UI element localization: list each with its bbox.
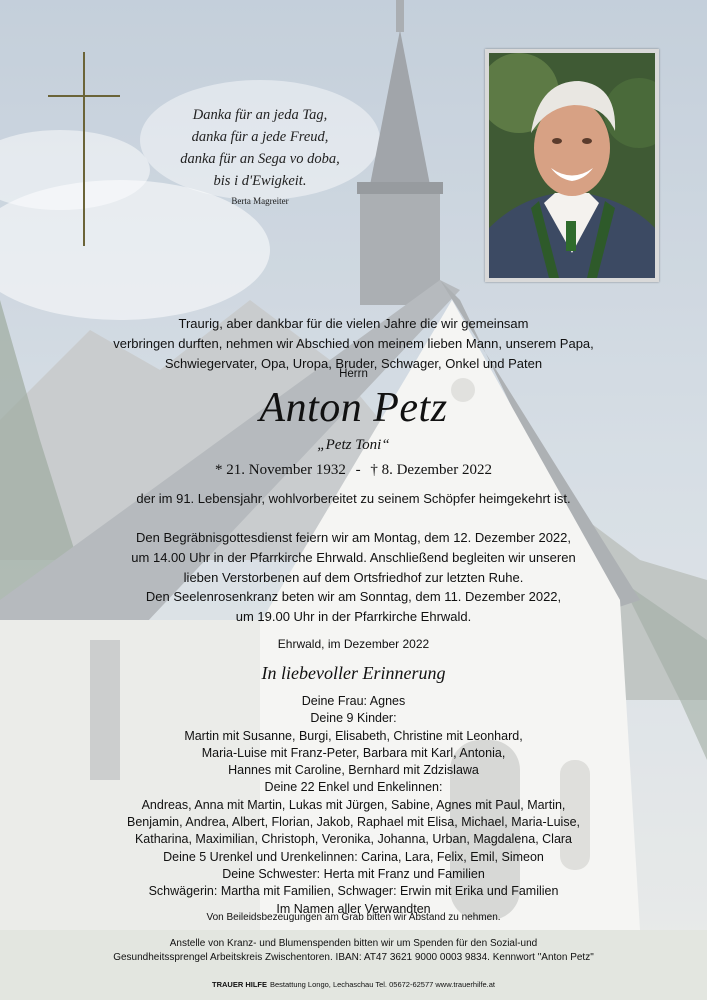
poem-line: Danka für an jeda Tag,: [192, 107, 328, 123]
family-line: Deine 5 Urenkel und Urenkelinnen: Carina, Lara, Felix, Emil, Simeon: [163, 849, 544, 864]
rosary-line: Den Seelenrosenkranz beten wir am Sonntag, dem 11. Dezember 2022,: [145, 589, 562, 604]
funeral-line: Den Begräbnisgottesdienst feiern wir am Montag, dem 12. Dezember 2022,: [135, 530, 571, 545]
donation-line: Anstelle von Kranz- und Blumenspenden bitten wir um Spenden für den Sozial-und: [169, 938, 538, 949]
rosary-details: [0, 587, 707, 627]
family-line: Martin mit Susanne, Burgi, Elisabeth, Christine mit Leonhard,: [184, 728, 523, 743]
family-list: [0, 693, 707, 918]
date-separator: -: [355, 462, 361, 478]
intro-line: Traurig, aber dankbar für die vielen Jahre die wir gemeinsam: [178, 316, 529, 331]
footer-brand: TRAUER HILFE: [211, 980, 267, 989]
family-line: Deine Frau: Agnes: [301, 694, 406, 708]
donation-line: Gesundheitssprengel Arbeitskreis Zwischentoren. IBAN: AT47 3621 9000 0003 9834. Kennwort "Anton Petz": [113, 952, 594, 963]
family-line: Schwägerin: Martha mit Familien, Schwager: Erwin mit Erika und Familien: [148, 884, 559, 899]
poem-line: danka für a jede Freud,: [191, 129, 329, 145]
deceased-nickname: „Petz Toni“: [317, 437, 390, 453]
condolence-notice: Von Beileidsbezeugungen am Grab bitten wir Abstand zu nehmen.: [206, 912, 501, 923]
portrait-photo: [485, 49, 659, 282]
family-line: Andreas, Anna mit Martin, Lukas mit Jürgen, Sabine, Agnes mit Paul, Martin,: [141, 797, 566, 812]
footer-text: Bestattung Longo, Lechaschau Tel. 05672-62577 www.trauerhilfe.at: [269, 980, 496, 989]
cross-symbol: [48, 52, 120, 246]
donation-notice: [0, 937, 707, 965]
life-dates: [0, 462, 707, 479]
family-line: Katharina, Maximilian, Christoph, Veronika, Johanna, Urban, Magdalena, Clara: [134, 832, 573, 847]
family-line: Deine 9 Kinder:: [310, 711, 397, 726]
intro-line: Schwiegervater, Opa, Uropa, Bruder, Schwager, Onkel und Paten: [164, 356, 543, 371]
honorific: Herrn: [339, 368, 368, 380]
funeral-details: [0, 528, 707, 588]
family-line: Benjamin, Andrea, Albert, Florian, Jakob, Raphael mit Elisa, Michael, Maria-Luise,: [127, 815, 580, 830]
footer-credit: [0, 980, 707, 989]
death-date: † 8. Dezember 2022: [370, 462, 492, 478]
birth-date: * 21. November 1932: [215, 462, 346, 478]
funeral-line: lieben Verstorbenen auf dem Ortsfriedhof zur letzten Ruhe.: [183, 570, 524, 585]
funeral-line: um 14.00 Uhr in der Pfarrkirche Ehrwald. Anschließend begleiten wir unseren: [131, 550, 576, 565]
family-line: Deine Schwester: Herta mit Franz und Familien: [222, 866, 485, 881]
memory-heading: In liebevoller Erinnerung: [261, 663, 446, 683]
poem: [160, 104, 360, 208]
family-line: Hannes mit Caroline, Bernhard mit Zdzislawa: [228, 763, 479, 778]
deceased-name: Anton Petz: [259, 385, 448, 431]
intro-text: [0, 314, 707, 374]
place-date: Ehrwald, im Dezember 2022: [277, 637, 430, 651]
rosary-line: um 19.00 Uhr in der Pfarrkirche Ehrwald.: [235, 609, 472, 624]
family-line: Maria-Luise mit Franz-Peter, Barbara mit Karl, Antonia,: [201, 745, 506, 760]
intro-line: verbringen durften, nehmen wir Abschied von meinem lieben Mann, unserem Papa,: [113, 336, 594, 351]
poem-line: bis i d'Ewigkeit.: [213, 173, 307, 189]
family-line: Deine 22 Enkel und Enkelinnen:: [264, 780, 443, 795]
family-line: Im Namen aller Verwandten: [276, 901, 431, 916]
poem-line: danka für an Sega vo doba,: [180, 151, 340, 167]
poem-author: Berta Magreiter: [231, 196, 289, 206]
age-line: der im 91. Lebensjahr, wohlvorbereitet zu seinem Schöpfer heimgekehrt ist.: [136, 491, 571, 506]
